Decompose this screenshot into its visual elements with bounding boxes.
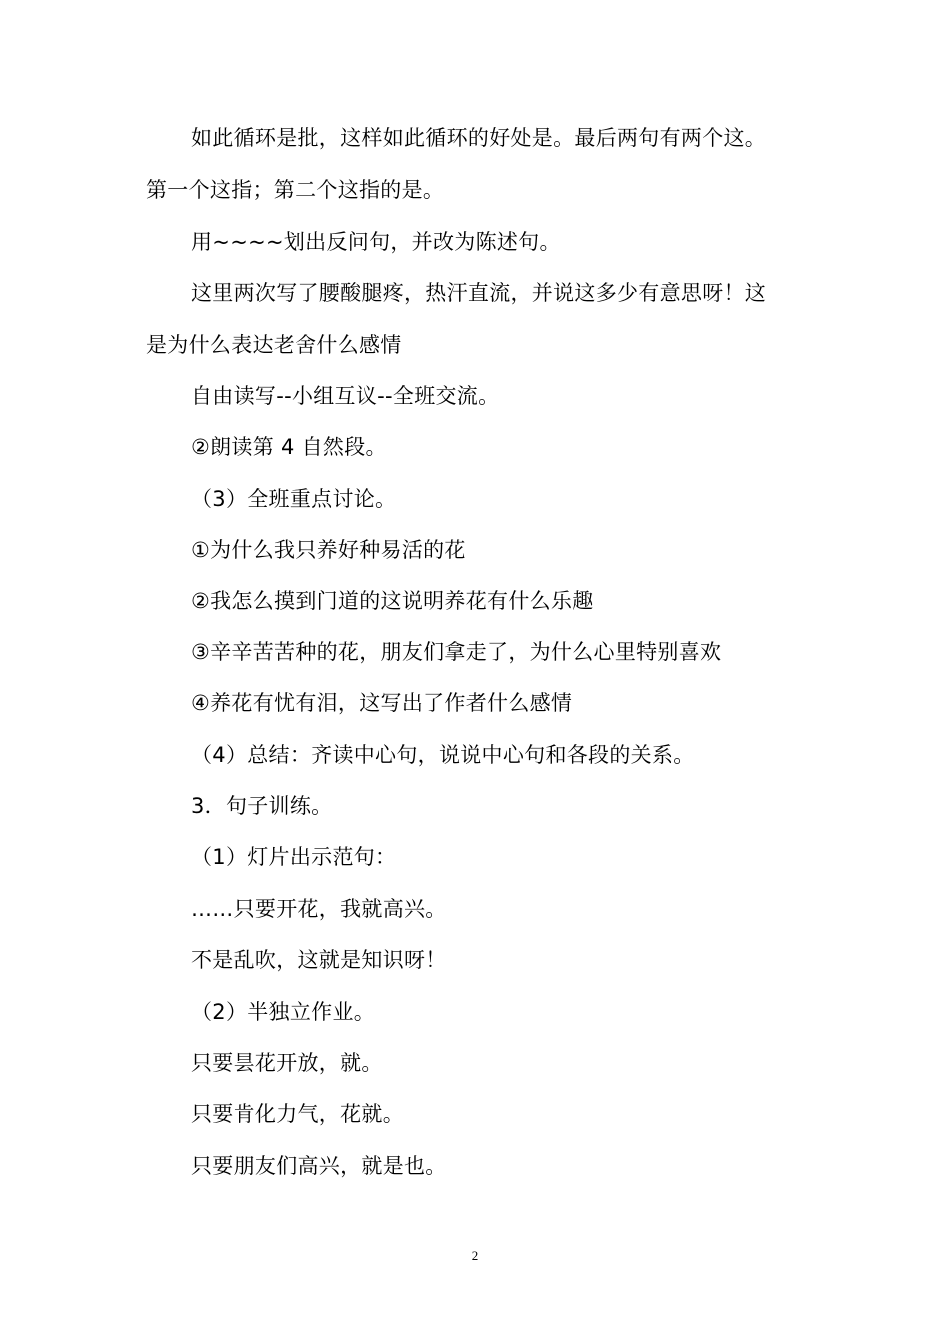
paragraph-line: ③辛辛苦苦种的花，朋友们拿走了，为什么心里特别喜欢 bbox=[191, 640, 722, 664]
paragraph-line: 只要朋友们高兴，就是也。 bbox=[191, 1154, 447, 1178]
paragraph-line: 自由读写--小组互议--全班交流。 bbox=[191, 384, 500, 408]
paragraph-line: （4）总结：齐读中心句，说说中心句和各段的关系。 bbox=[191, 743, 695, 767]
paragraph-line: 不是乱吹，这就是知识呀！ bbox=[191, 948, 447, 972]
paragraph-line: 3．句子训练。 bbox=[191, 794, 333, 818]
paragraph-line: ②我怎么摸到门道的这说明养花有什么乐趣 bbox=[191, 589, 594, 613]
paragraph-line: 第一个这指；第二个这指的是。 bbox=[146, 178, 445, 202]
page-number: 2 bbox=[471, 1248, 479, 1263]
paragraph-line: （2）半独立作业。 bbox=[191, 1000, 376, 1024]
paragraph-line: （1）灯片出示范句： bbox=[191, 845, 397, 869]
paragraph-line: 如此循环是批，这样如此循环的好处是。最后两句有两个这。 bbox=[191, 126, 767, 150]
paragraph-line: ……只要开花，我就高兴。 bbox=[191, 897, 447, 921]
paragraph-line: 这里两次写了腰酸腿疼，热汗直流，并说这多少有意思呀！这 bbox=[191, 281, 767, 305]
paragraph-line: 是为什么表达老舍什么感情 bbox=[146, 333, 402, 357]
paragraph-line: ④养花有忧有泪，这写出了作者什么感情 bbox=[191, 691, 573, 715]
paragraph-line: （3）全班重点讨论。 bbox=[191, 487, 397, 511]
paragraph-line: 用~~~~划出反问句，并改为陈述句。 bbox=[191, 230, 561, 254]
paragraph-line: ②朗读第 4 自然段。 bbox=[191, 435, 387, 459]
paragraph-line: 只要肯化力气，花就。 bbox=[191, 1102, 404, 1126]
paragraph-line: ①为什么我只养好种易活的花 bbox=[191, 538, 466, 562]
paragraph-line: 只要昙花开放，就。 bbox=[191, 1051, 383, 1075]
